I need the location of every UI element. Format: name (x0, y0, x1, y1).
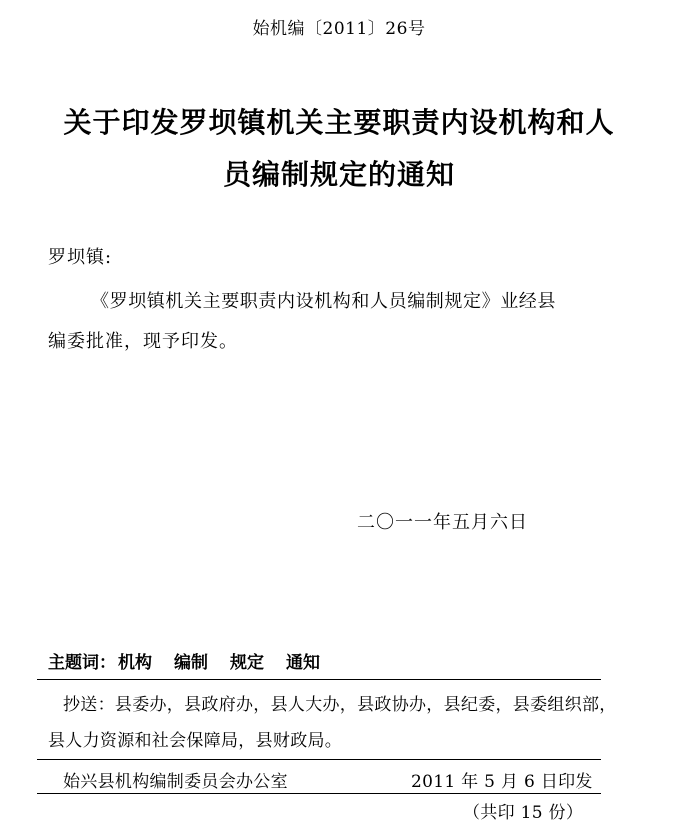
keyword: 通知 (286, 653, 320, 673)
title-line-1: 关于印发罗坝镇机关主要职责内设机构和人 (63, 106, 615, 139)
title-line-2: 员编制规定的通知 (222, 158, 455, 191)
footer-divider (37, 759, 601, 760)
addressee: 罗坝镇: (48, 247, 113, 268)
body-text-line-1: 《罗坝镇机关主要职责内设机构和人员编制规定》业经县 (91, 291, 556, 312)
keyword: 机构 (118, 653, 152, 673)
subject-keywords (48, 648, 342, 673)
keyword: 编制 (174, 653, 208, 673)
keyword: 规定 (230, 653, 264, 673)
cc-recipients-line-2: 县人力资源和社会保障局，县财政局。 (48, 731, 343, 751)
document-number: 始机编〔2011〕26号 (252, 19, 426, 39)
cc-recipients-line-1: 抄送：县委办，县政府办，县人大办，县政协办，县纪委，县委组织部， (63, 695, 617, 715)
issuing-office: 始兴县机构编制委员会办公室 (63, 772, 288, 792)
issue-date: 二〇一一年五月六日 (357, 512, 528, 533)
footer-divider (37, 793, 601, 794)
keywords-label: 主题词： (48, 653, 116, 673)
print-date: 2011 年 5 月 6 日印发 (411, 772, 593, 792)
copy-count: （共印 15 份） (463, 803, 584, 823)
footer-divider (37, 679, 601, 680)
body-text-line-2: 编委批准，现予印发。 (48, 331, 238, 352)
